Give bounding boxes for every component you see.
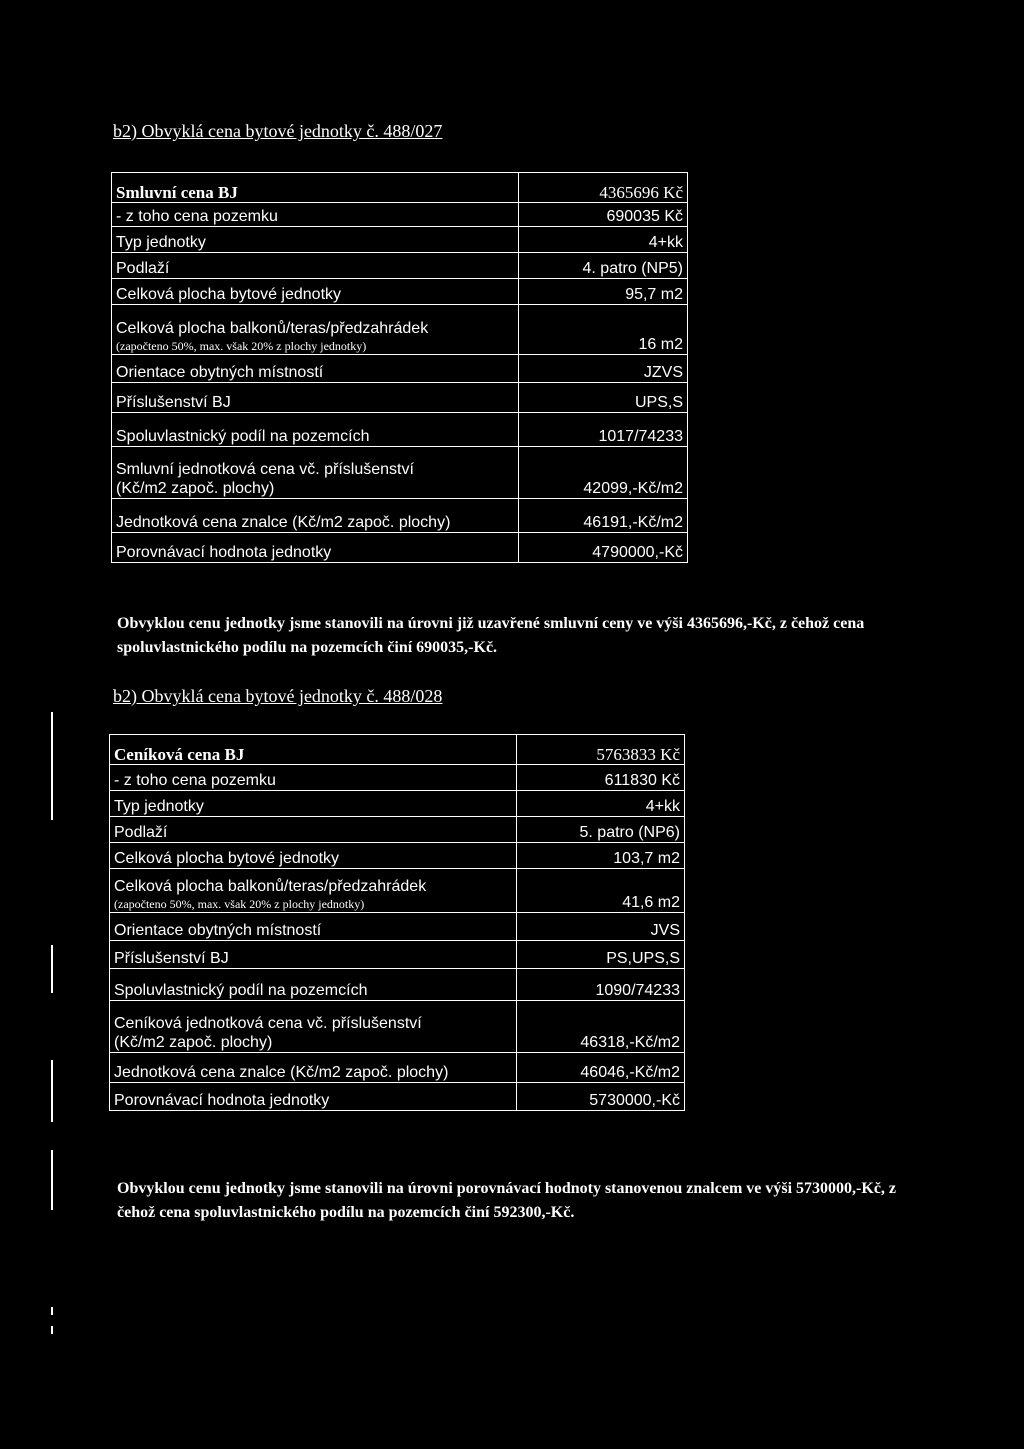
- row-label: [112, 305, 519, 355]
- row-value: 4+kk: [517, 791, 685, 817]
- scan-edge-line: [51, 1150, 53, 1210]
- row-value: 46191,-Kč/m2: [519, 499, 688, 533]
- row-value: 4790000,-Kč: [519, 533, 688, 563]
- row-label: Orientace obytných místností: [110, 913, 517, 941]
- section2-table: [109, 734, 685, 1111]
- table-row: [112, 203, 688, 227]
- row-label: Spoluvlastnický podíl na pozemcích: [110, 969, 517, 1001]
- row-value: 4. patro (NP5): [519, 253, 688, 279]
- row-label-line1: Ceníková jednotková cena vč. příslušenství: [114, 1015, 422, 1032]
- table-row: [110, 1053, 685, 1083]
- row-value: UPS,S: [519, 383, 688, 413]
- table-row: [110, 869, 685, 913]
- row-value: PS,UPS,S: [517, 941, 685, 969]
- table-row: [110, 1083, 685, 1111]
- row-value: 4365696 Kč: [519, 173, 688, 203]
- table-row: [112, 279, 688, 305]
- row-value: 5730000,-Kč: [517, 1083, 685, 1111]
- row-value: 4+kk: [519, 227, 688, 253]
- row-value: 41,6 m2: [517, 869, 685, 913]
- row-value: 5. patro (NP6): [517, 817, 685, 843]
- row-label: [110, 869, 517, 913]
- table-row: [110, 735, 685, 765]
- table-row: [112, 173, 688, 203]
- row-label: Jednotková cena znalce (Kč/m2 započ. plochy): [112, 499, 519, 533]
- table-row: [110, 1001, 685, 1053]
- row-label-note: (započteno 50%, max. však 20% z plochy jednotky): [116, 339, 367, 353]
- table-row: [112, 253, 688, 279]
- row-label: Příslušenství BJ: [110, 941, 517, 969]
- table-row: [112, 533, 688, 563]
- table-row: [110, 817, 685, 843]
- scan-edge-line: [51, 712, 53, 820]
- row-value: 46318,-Kč/m2: [517, 1001, 685, 1053]
- table-row: [110, 843, 685, 869]
- row-label: Orientace obytných místností: [112, 355, 519, 383]
- row-label: Porovnávací hodnota jednotky: [112, 533, 519, 563]
- section1-heading: b2) Obvyklá cena bytové jednotky č. 488/027: [113, 121, 443, 141]
- table-row: [110, 765, 685, 791]
- row-value: JZVS: [519, 355, 688, 383]
- row-label: Příslušenství BJ: [112, 383, 519, 413]
- table-row: [112, 413, 688, 447]
- row-value: 5763833 Kč: [517, 735, 685, 765]
- section1-table: [111, 172, 688, 563]
- table-row: [110, 913, 685, 941]
- row-label-note: (započteno 50%, max. však 20% z plochy jednotky): [114, 897, 365, 911]
- table-row: [110, 969, 685, 1001]
- row-label-line2: (Kč/m2 započ. plochy): [116, 480, 275, 497]
- section1-paragraph: Obvyklou cenu jednotky jsme stanovili na úrovni již uzavřené smluvní ceny ve výši 4365696,-Kč, z čehož cena spoluvlastnického podílu na pozemcích činí 690035,-Kč.: [117, 615, 865, 656]
- scan-edge-mark: [51, 1307, 53, 1315]
- scan-edge-line: [51, 945, 53, 993]
- row-label: [110, 1001, 517, 1053]
- row-value: 103,7 m2: [517, 843, 685, 869]
- section2-heading: b2) Obvyklá cena bytové jednotky č. 488/028: [113, 686, 443, 706]
- table-row: [112, 499, 688, 533]
- row-label: Porovnávací hodnota jednotky: [110, 1083, 517, 1111]
- table-row: [110, 941, 685, 969]
- row-label: Podlaží: [112, 253, 519, 279]
- table-row: [112, 305, 688, 355]
- row-value: 16 m2: [519, 305, 688, 355]
- row-label: [112, 447, 519, 499]
- row-label: - z toho cena pozemku: [112, 203, 519, 227]
- row-label-main: Celková plocha balkonů/teras/předzahrádek: [114, 878, 427, 895]
- row-label: - z toho cena pozemku: [110, 765, 517, 791]
- row-label: Jednotková cena znalce (Kč/m2 započ. plochy): [110, 1053, 517, 1083]
- scan-edge-line: [51, 1060, 53, 1122]
- row-value: 690035 Kč: [519, 203, 688, 227]
- row-label: Ceníková cena BJ: [110, 735, 517, 765]
- table-row: [110, 791, 685, 817]
- row-value: 611830 Kč: [517, 765, 685, 791]
- row-value: 42099,-Kč/m2: [519, 447, 688, 499]
- row-label-line1: Smluvní jednotková cena vč. příslušenství: [116, 461, 414, 478]
- row-label: Typ jednotky: [110, 791, 517, 817]
- row-label-main: Celková plocha balkonů/teras/předzahrádek: [116, 320, 429, 337]
- row-label: Celková plocha bytové jednotky: [110, 843, 517, 869]
- row-label: Spoluvlastnický podíl na pozemcích: [112, 413, 519, 447]
- row-value: 46046,-Kč/m2: [517, 1053, 685, 1083]
- section2-paragraph: Obvyklou cenu jednotky jsme stanovili na úrovni porovnávací hodnoty stanovenou znalcem ve výši 5730000,-Kč, z čehož cena spoluvlastnického podílu na pozemcích činí 592300,-Kč.: [117, 1180, 897, 1221]
- row-value: 95,7 m2: [519, 279, 688, 305]
- table-row: [112, 383, 688, 413]
- row-value: 1090/74233: [517, 969, 685, 1001]
- row-label: Smluvní cena BJ: [112, 173, 519, 203]
- row-label: Typ jednotky: [112, 227, 519, 253]
- table-row: [112, 227, 688, 253]
- scan-edge-mark: [51, 1326, 53, 1334]
- row-label-line2: (Kč/m2 započ. plochy): [114, 1034, 273, 1051]
- table-row: [112, 355, 688, 383]
- row-label: Podlaží: [110, 817, 517, 843]
- row-label: Celková plocha bytové jednotky: [112, 279, 519, 305]
- row-value: 1017/74233: [519, 413, 688, 447]
- table-row: [112, 447, 688, 499]
- row-value: JVS: [517, 913, 685, 941]
